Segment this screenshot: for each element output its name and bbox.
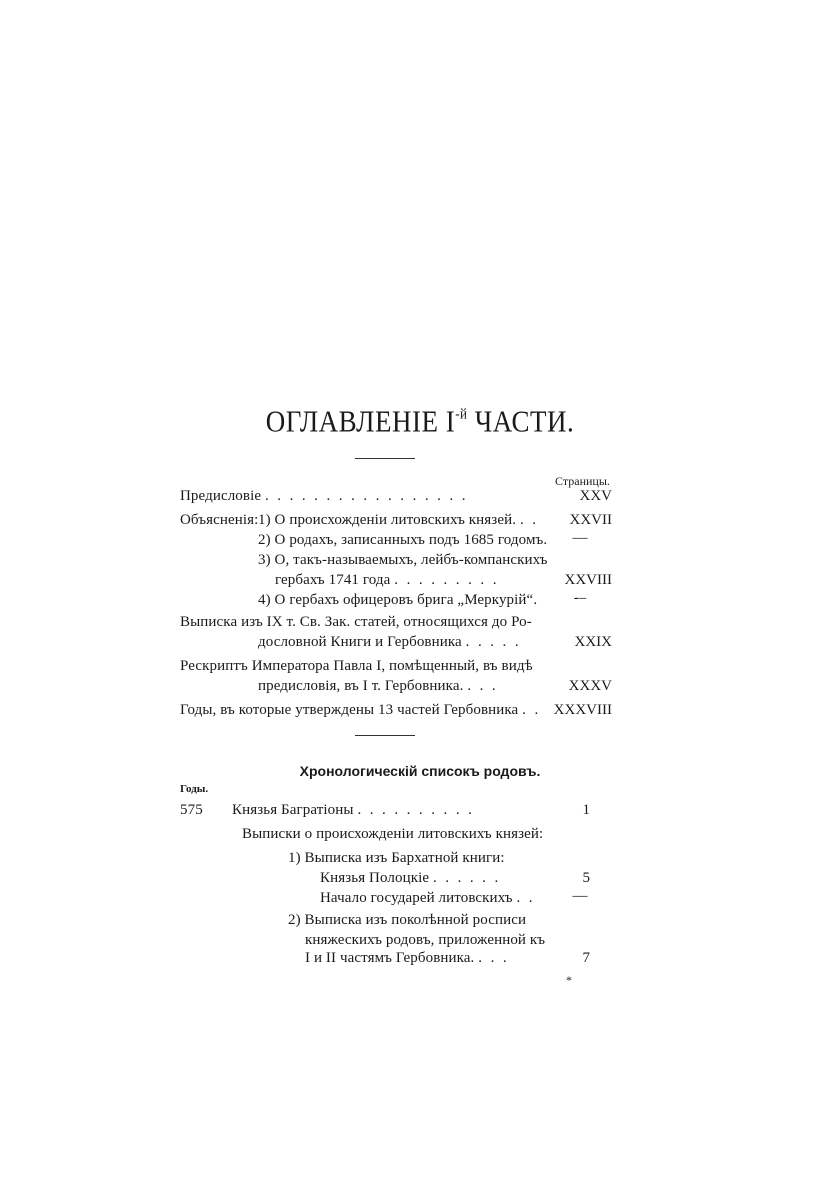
toc-preface-page: XXV — [579, 488, 612, 504]
chronology-subheading: Выписки о происхожденіи литовскихъ князей: — [242, 826, 544, 842]
title-rest: ЧАСТИ. — [467, 403, 575, 439]
extract-2-line2: княжескихъ родовъ, приложенной къ — [305, 932, 546, 948]
extract-1-item-lithuanian: Начало государей литовскихъ . . — [320, 890, 535, 906]
toc-explanations-label: Объясненія: — [180, 512, 259, 528]
extract-2-line3: I и II частямъ Гербовника. . . . — [305, 950, 510, 966]
extract-1-heading: 1) Выписка изъ Бархатной книги: — [288, 850, 505, 866]
toc-explanation-2-page: — — [572, 530, 588, 546]
toc-preface-label: Предисловіе . . . . . . . . . . . . . . . . . — [180, 488, 468, 504]
section-divider — [355, 735, 415, 736]
toc-explanation-1-page: XXVII — [569, 512, 612, 528]
title-superscript: -й — [455, 404, 468, 423]
toc-explanation-3-page: XXVIII — [564, 572, 612, 588]
toc-extract-page: XXIX — [574, 634, 612, 650]
toc-years-page: XXXVIII — [553, 702, 612, 718]
toc-explanation-4: 4) О гербахъ офицеровъ брига „Меркурій“. — [258, 592, 538, 608]
chronology-year: 575 — [180, 802, 203, 818]
extract-1-item-lithuanian-page: — — [572, 888, 588, 904]
toc-explanation-4-page: -– — [573, 590, 587, 606]
extract-2-line1: 2) Выписка изъ поколѣнной росписи — [288, 912, 527, 928]
years-column-label: Годы. — [180, 783, 209, 795]
chronology-heading: Хронологическій списокъ родовъ. — [299, 763, 541, 779]
title-divider — [355, 458, 415, 459]
pages-column-header: Страницы. — [555, 474, 610, 488]
toc-explanation-2: 2) О родахъ, записанныхъ подъ 1685 годомъ. — [258, 532, 548, 548]
toc-rescript-page: XXXV — [568, 678, 612, 694]
footnote-mark: * — [566, 973, 572, 987]
toc-explanation-3-line2: гербахъ 1741 года . . . . . . . . . — [275, 572, 499, 588]
chronology-entry-bagrationy: Князья Багратіоны . . . . . . . . . . — [232, 802, 475, 818]
toc-rescript-line1: Рескриптъ Императора Павла I, помѣщенный, въ видѣ — [180, 658, 533, 674]
extract-2-page: 7 — [582, 950, 590, 966]
leader-dots: . . . . . . . . . . . . . . . . . — [264, 488, 468, 504]
toc-explanation-1: 1) О происхожденіи литовскихъ князей. . . — [258, 512, 539, 528]
toc-extract-line2: дословной Книги и Гербовника . . . . . — [258, 634, 521, 650]
title-text: ОГЛАВЛЕНІЕ I — [265, 403, 456, 439]
extract-1-item-polotsk-page: 5 — [582, 870, 590, 886]
toc-explanation-3-line1: 3) О, такъ-называемыхъ, лейбъ-компанскихъ — [258, 552, 548, 568]
toc-rescript-line2: предисловія, въ I т. Гербовника. . . . — [258, 678, 499, 694]
toc-extract-line1: Выписка изъ IX т. Св. Зак. статей, относящихся до Ро- — [180, 614, 532, 630]
toc-years: Годы, въ которые утверждены 13 частей Гербовника . . — [180, 702, 541, 718]
extract-1-item-polotsk: Князья Полоцкіе . . . . . . — [320, 870, 501, 886]
page-title — [0, 404, 840, 440]
chronology-entry-bagrationy-page: 1 — [582, 802, 590, 818]
